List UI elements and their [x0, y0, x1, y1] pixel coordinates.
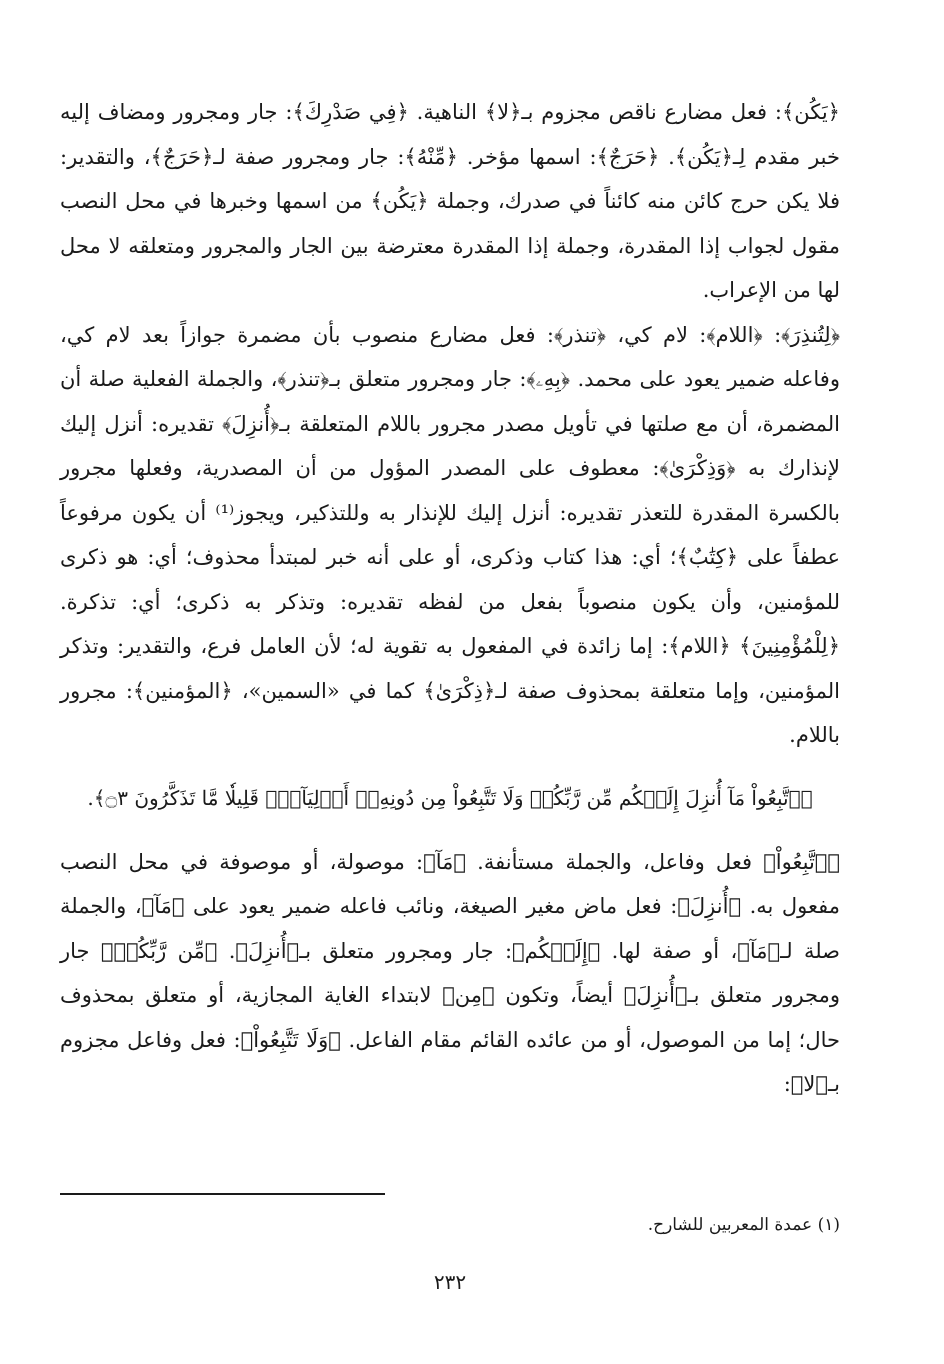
page-number: ٢٣٢	[433, 1270, 467, 1294]
paragraph-ittabiu: ﴿ٱتَّبِعُواْ﴾ فعل وفاعل، والجملة مستأنفة. ﴿مَآ﴾: موصولة، أو موصوفة في محل النصب مفعول به. ﴿أُنزِلَ﴾: فعل ماض مغير الصيغة، ونائب فاعله ضمير يعود على ﴿مَآ﴾، والجملة صلة لـ﴿مَآ﴾، أو صفة لها. ﴿إِلَيۡكُم﴾: جار ومجرور متعلق بـ﴿أُنزِلَ﴾. ﴿مِّن رَّبِّكُمۡ﴾ جار ومجرور متعلق بـ﴿أُنزِلَ﴾ أيضاً، وتكون ﴿مِن﴾ لابتداء الغاية المجازية، أو متعلق بمحذوف حال؛ إما من الموصول، أو من عائده القائم مقام الفاعل. ﴿وَلَا تَتَّبِعُواْ﴾: فعل وفاعل مجزوم بـ﴿لا﴾:	[60, 849, 840, 1096]
footnote: (١) عمدة المعربين للشارح.	[647, 1215, 840, 1235]
footnote-divider	[60, 1193, 385, 1195]
paragraph-yakun: ﴿يَكُن﴾: فعل مضارع ناقص مجزوم بـ﴿لا﴾ الناهية. ﴿فِي صَدْرِكَ﴾: جار ومجرور ومضاف إليه خبر مقدم لِـ﴿يَكُن﴾. ﴿حَرَجٌ﴾: اسمها مؤخر. ﴿مِّنْهُ﴾: جار ومجرور صفة لـ﴿حَرَجٌ﴾، والتقدير: فلا يكن حرج كائن منه كائناً في صدرك، وجملة ﴿يَكُن﴾ من اسمها وخبرها في محل النصب مقول لجواب إذا المقدرة، وجملة إذا المقدرة معترضة بين الجار والمجرور ومتعلقه لا محل لها من الإعراب.	[60, 100, 840, 302]
paragraph-litundhira: ﴿لِتُنذِرَ﴾: ﴿اللام﴾: لام كي، ﴿تنذر﴾: فعل مضارع منصوب بأن مضمرة جوازاً بعد لام كي، وفاعله ضمير يعود على محمد. ﴿بِهِۦ﴾: جار ومجرور متعلق بـ﴿تنذر﴾، والجملة الفعلية صلة أن المضمرة، أن مع صلتها في تأويل مصدر مجرور باللام المتعلقة بـ﴿أُنزِلَ﴾ تقديره: أنزل إليك لإنذارك به ﴿وَذِكْرَىٰ﴾: معطوف على المصدر المؤول من أن المصدرية، وفعلها مجرور بالكسرة المقدرة للتعذر تقديره: أنزل إليك للإنذار به وللتذكير، ويجوز⁽¹⁾ أن يكون مرفوعاً عطفاً على ﴿كِتَٰبٌ﴾؛ أي: هذا كتاب وذكرى، أو على أنه خبر لمبتدأ محذوف؛ أي: هو ذكرى للمؤمنين، وأن يكون منصوباً بفعل من لفظه تقديره: وتذكر به ذكرى؛ أي: تذكرة. ﴿لِلْمُؤْمِنِينَ﴾ ﴿اللام﴾: إما زائدة في المفعول به تقوية له؛ لأن العامل فرع، والتقدير: وتذكر المؤمنين، وإما متعلقة بمحذوف صفة لـ﴿ذِكْرَىٰ﴾ كما في «السمين»، ﴿المؤمنين﴾: مجرور باللام.	[60, 322, 840, 747]
quran-verse: ﴿ٱتَّبِعُواْ مَآ أُنزِلَ إِلَيۡكُم مِّن رَّبِّكُمۡ وَلَا تَتَّبِعُواْ مِن دُونِهِۦٓ أَوۡلِيَآءَۗ قَلِيلٗا مَّا تَذَكَّرُونَ ۝٣﴾.	[87, 785, 813, 810]
book-page	[60, 90, 840, 1350]
